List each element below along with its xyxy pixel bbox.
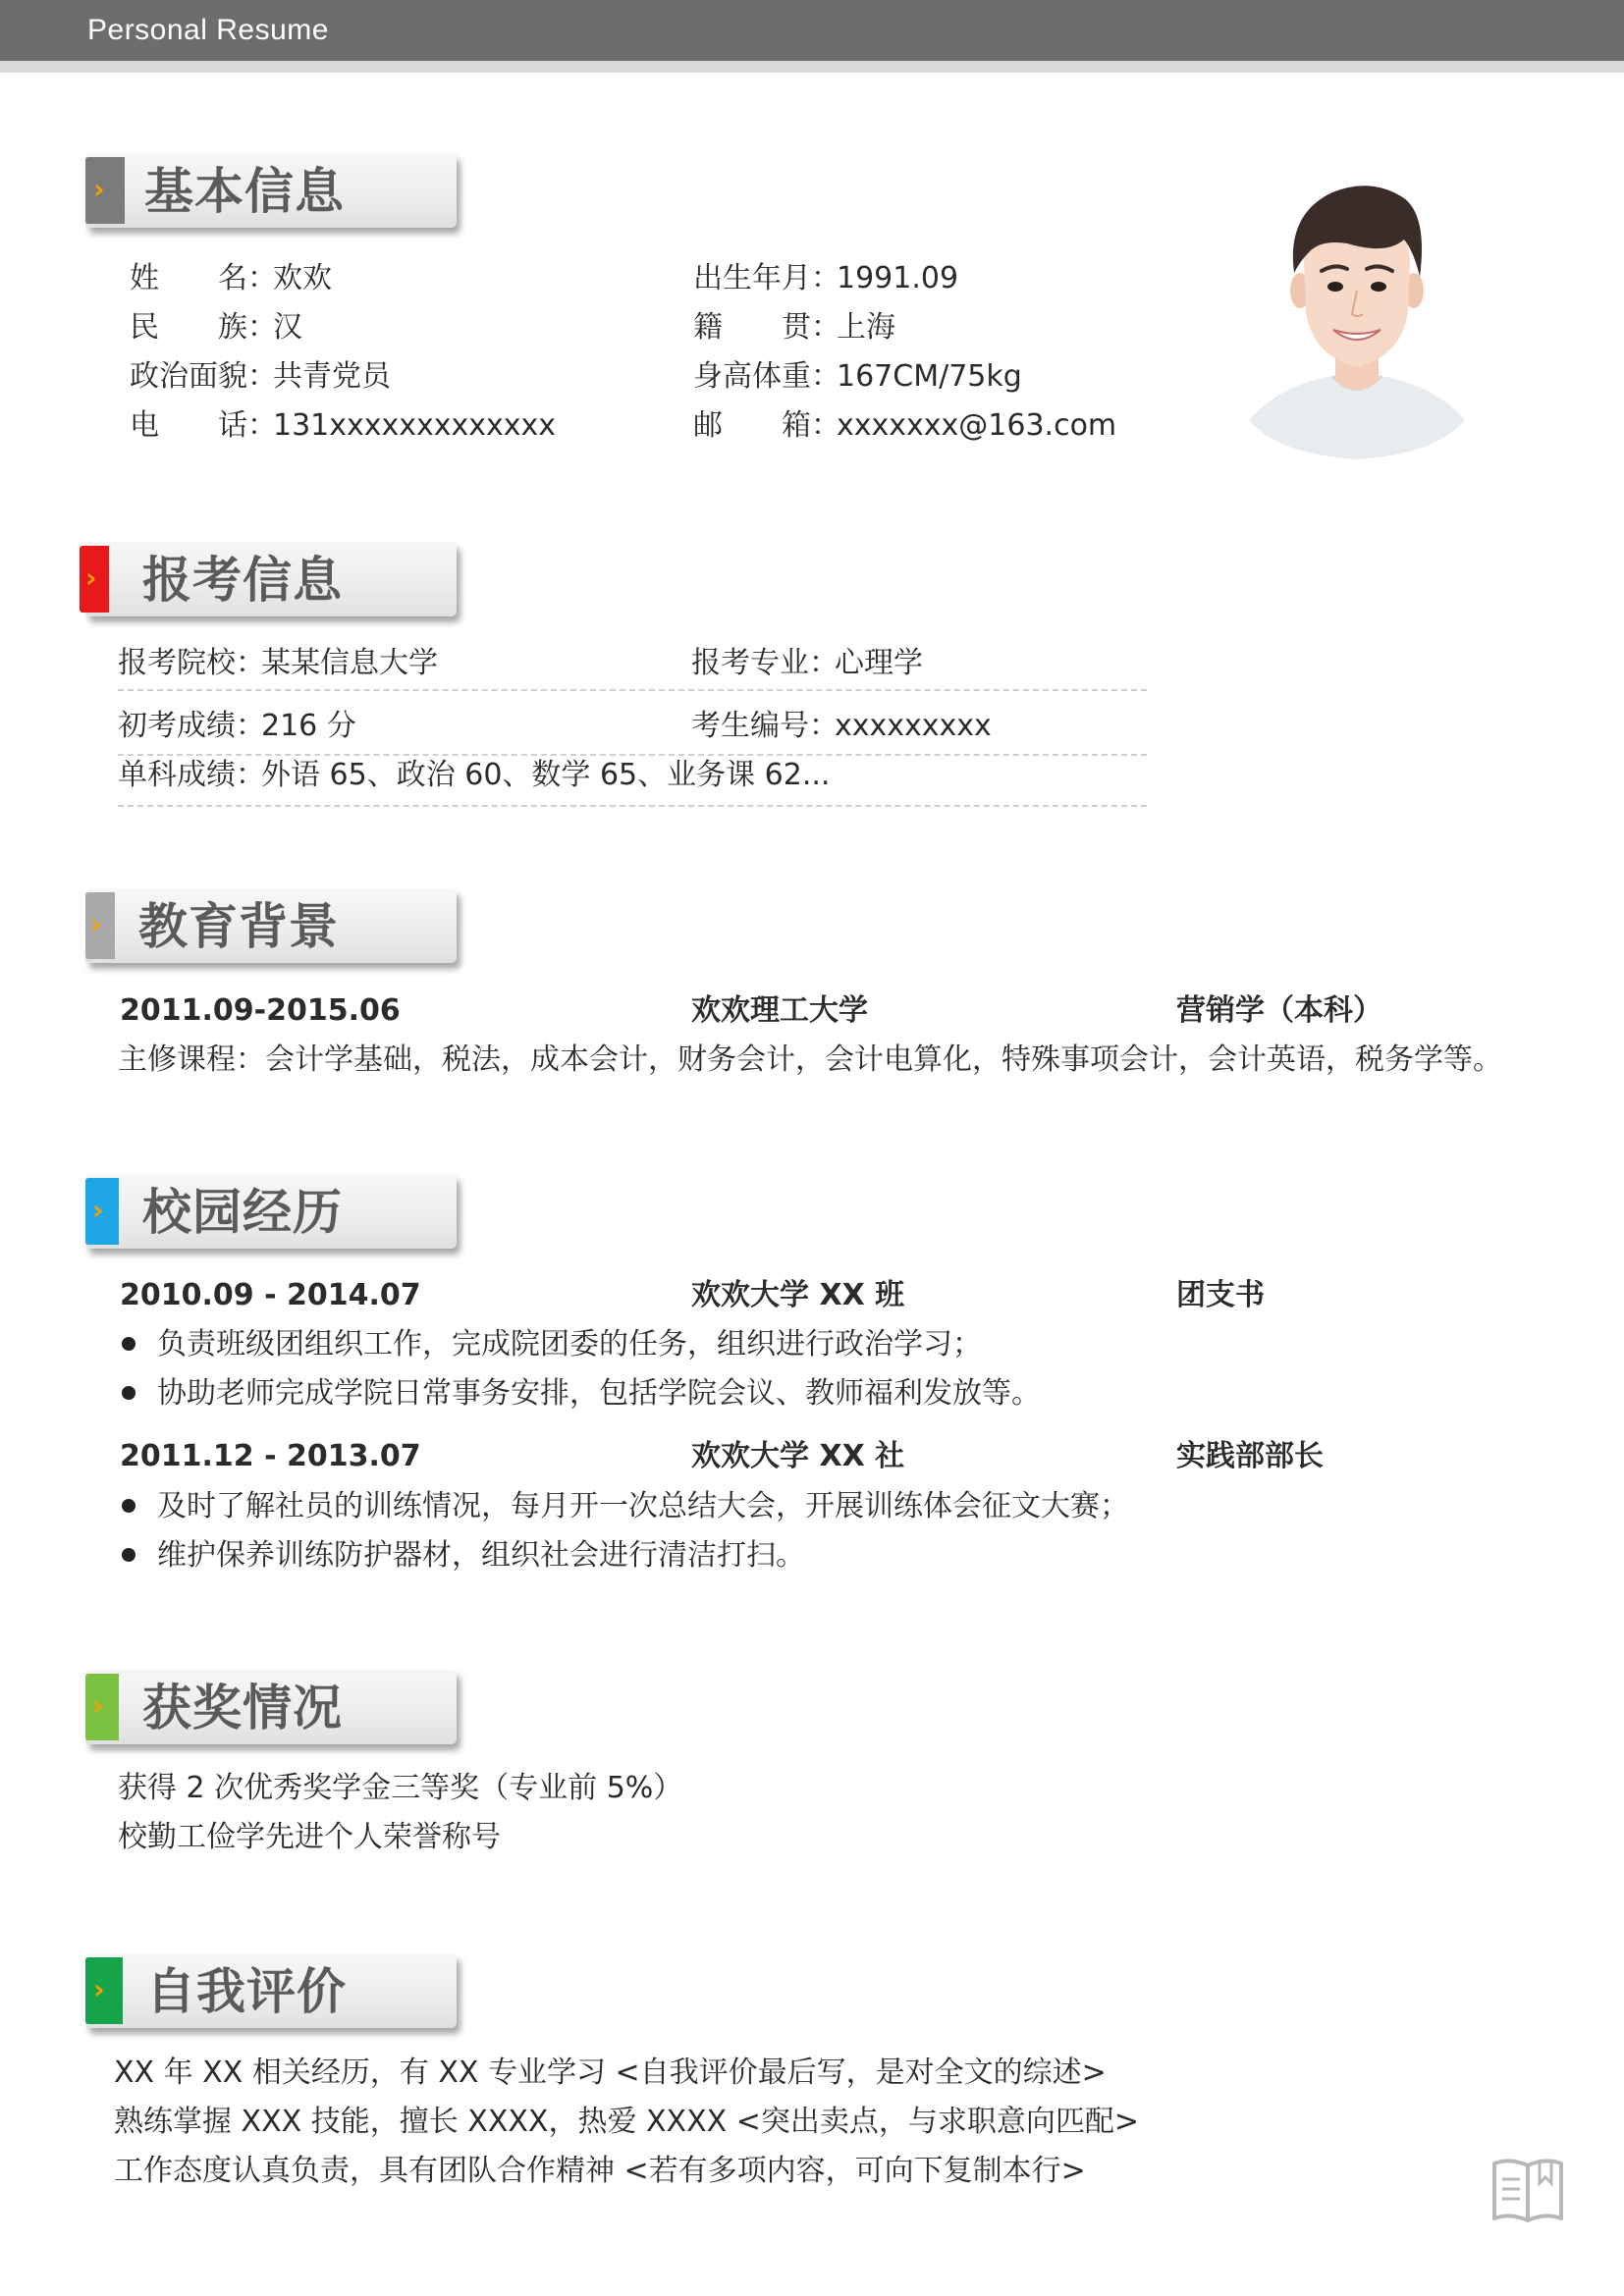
section-header-basic [85, 153, 457, 228]
chevron-right-icon: › [93, 1973, 105, 2005]
section-tab [85, 1178, 119, 1245]
section-tab [80, 546, 109, 613]
info-value: 汉 [273, 310, 302, 345]
info-value: 欢欢 [273, 261, 332, 295]
section-header-self [85, 1953, 457, 2028]
campus-role: 实践部部长 [1176, 1439, 1324, 1473]
bullet-icon [122, 1386, 135, 1400]
info-label: 身高体重： [693, 359, 840, 394]
campus-period: 2010.09 - 2014.07 [120, 1278, 421, 1312]
bullet-icon [122, 1337, 135, 1351]
self-eval-item: 工作态度认真负责，具有团队合作精神 <若有多项内容，可向下复制本行> [114, 2154, 1086, 2188]
info-label: 初考成绩： [118, 709, 265, 743]
section-title: 获奖情况 [142, 1680, 343, 1736]
info-value: 167CM/75kg [837, 359, 1022, 394]
section-title: 报考信息 [142, 552, 343, 609]
book-icon [1490, 2156, 1565, 2228]
section-header-education [85, 888, 457, 963]
dashed-divider [118, 805, 1147, 807]
info-value: xxxxxxxxx [835, 709, 992, 743]
edu-courses: 主修课程：会计学基础，税法，成本会计，财务会计，会计电算化，特殊事项会计，会计英语，税务学等。 [118, 1042, 1502, 1077]
section-tab [85, 892, 115, 959]
info-label: 民 族： [130, 310, 277, 345]
section-title: 基本信息 [144, 163, 345, 220]
info-label: 考生编号： [691, 709, 839, 743]
top-banner [0, 0, 1624, 61]
section-header-awards [85, 1670, 457, 1744]
info-value: 共青党员 [273, 359, 391, 394]
campus-bullet: 维护保养训练防护器材，组织社会进行清洁打扫。 [157, 1538, 805, 1573]
info-value: 心理学 [835, 646, 923, 680]
info-label: 报考专业： [691, 646, 839, 680]
section-tab [85, 157, 125, 224]
top-banner-underline [0, 61, 1624, 73]
info-value: 上海 [837, 310, 895, 345]
bullet-icon [122, 1548, 135, 1562]
chevron-right-icon: › [92, 1194, 104, 1226]
section-tab [85, 1674, 119, 1740]
chevron-right-icon: › [92, 1689, 104, 1722]
award-item: 获得 2 次优秀奖学金三等奖（专业前 5%） [118, 1771, 683, 1805]
section-title: 自我评价 [146, 1963, 347, 2020]
profile-photo [1239, 175, 1475, 459]
bullet-icon [122, 1499, 135, 1513]
edu-major: 营销学（本科） [1176, 993, 1382, 1028]
info-label: 出生年月： [693, 261, 840, 295]
info-label: 报考院校： [118, 646, 265, 680]
section-header-campus [85, 1174, 457, 1249]
campus-org: 欢欢大学 XX 社 [691, 1439, 905, 1473]
chevron-right-icon: › [85, 561, 97, 594]
chevron-right-icon: › [90, 908, 102, 940]
info-value: 某某信息大学 [261, 646, 438, 680]
campus-period: 2011.12 - 2013.07 [120, 1439, 421, 1473]
info-label: 电 话： [130, 408, 277, 443]
info-value: 216 分 [261, 709, 356, 743]
info-value: 131xxxxxxxxxxxxx [273, 408, 557, 443]
info-label: 邮 箱： [693, 408, 840, 443]
page-title: Personal Resume [87, 14, 329, 46]
campus-bullet: 负责班级团组织工作，完成院团委的任务，组织进行政治学习； [157, 1327, 982, 1362]
info-label: 姓 名： [130, 261, 277, 295]
info-value: 1991.09 [837, 261, 959, 295]
award-item: 校勤工俭学先进个人荣誉称号 [118, 1820, 501, 1854]
info-label: 单科成绩： [118, 758, 265, 792]
campus-role: 团支书 [1176, 1278, 1265, 1312]
self-eval-item: 熟练掌握 XXX 技能，擅长 XXXX，热爱 XXXX <突出卖点，与求职意向匹配> [114, 2105, 1140, 2139]
campus-bullet: 及时了解社员的训练情况，每月开一次总结大会，开展训练体会征文大赛； [157, 1489, 1129, 1523]
info-label: 政治面貌： [130, 359, 277, 394]
chevron-right-icon: › [93, 173, 105, 205]
campus-bullet: 协助老师完成学院日常事务安排，包括学院会议、教师福利发放等。 [157, 1376, 1041, 1411]
dashed-divider [118, 754, 1147, 756]
self-eval-item: XX 年 XX 相关经历，有 XX 专业学习 <自我评价最后写，是对全文的综述> [114, 2056, 1107, 2090]
info-label: 籍 贯： [693, 310, 840, 345]
section-title: 校园经历 [142, 1184, 343, 1241]
edu-school: 欢欢理工大学 [691, 993, 868, 1028]
section-title: 教育背景 [138, 898, 339, 955]
info-value: 外语 65、政治 60、数学 65、业务课 62... [261, 758, 831, 792]
info-value: xxxxxxx@163.com [837, 408, 1117, 443]
section-tab [85, 1957, 123, 2024]
section-header-exam [85, 542, 457, 616]
edu-period: 2011.09-2015.06 [120, 993, 401, 1028]
dashed-divider [118, 689, 1147, 691]
campus-org: 欢欢大学 XX 班 [691, 1278, 905, 1312]
